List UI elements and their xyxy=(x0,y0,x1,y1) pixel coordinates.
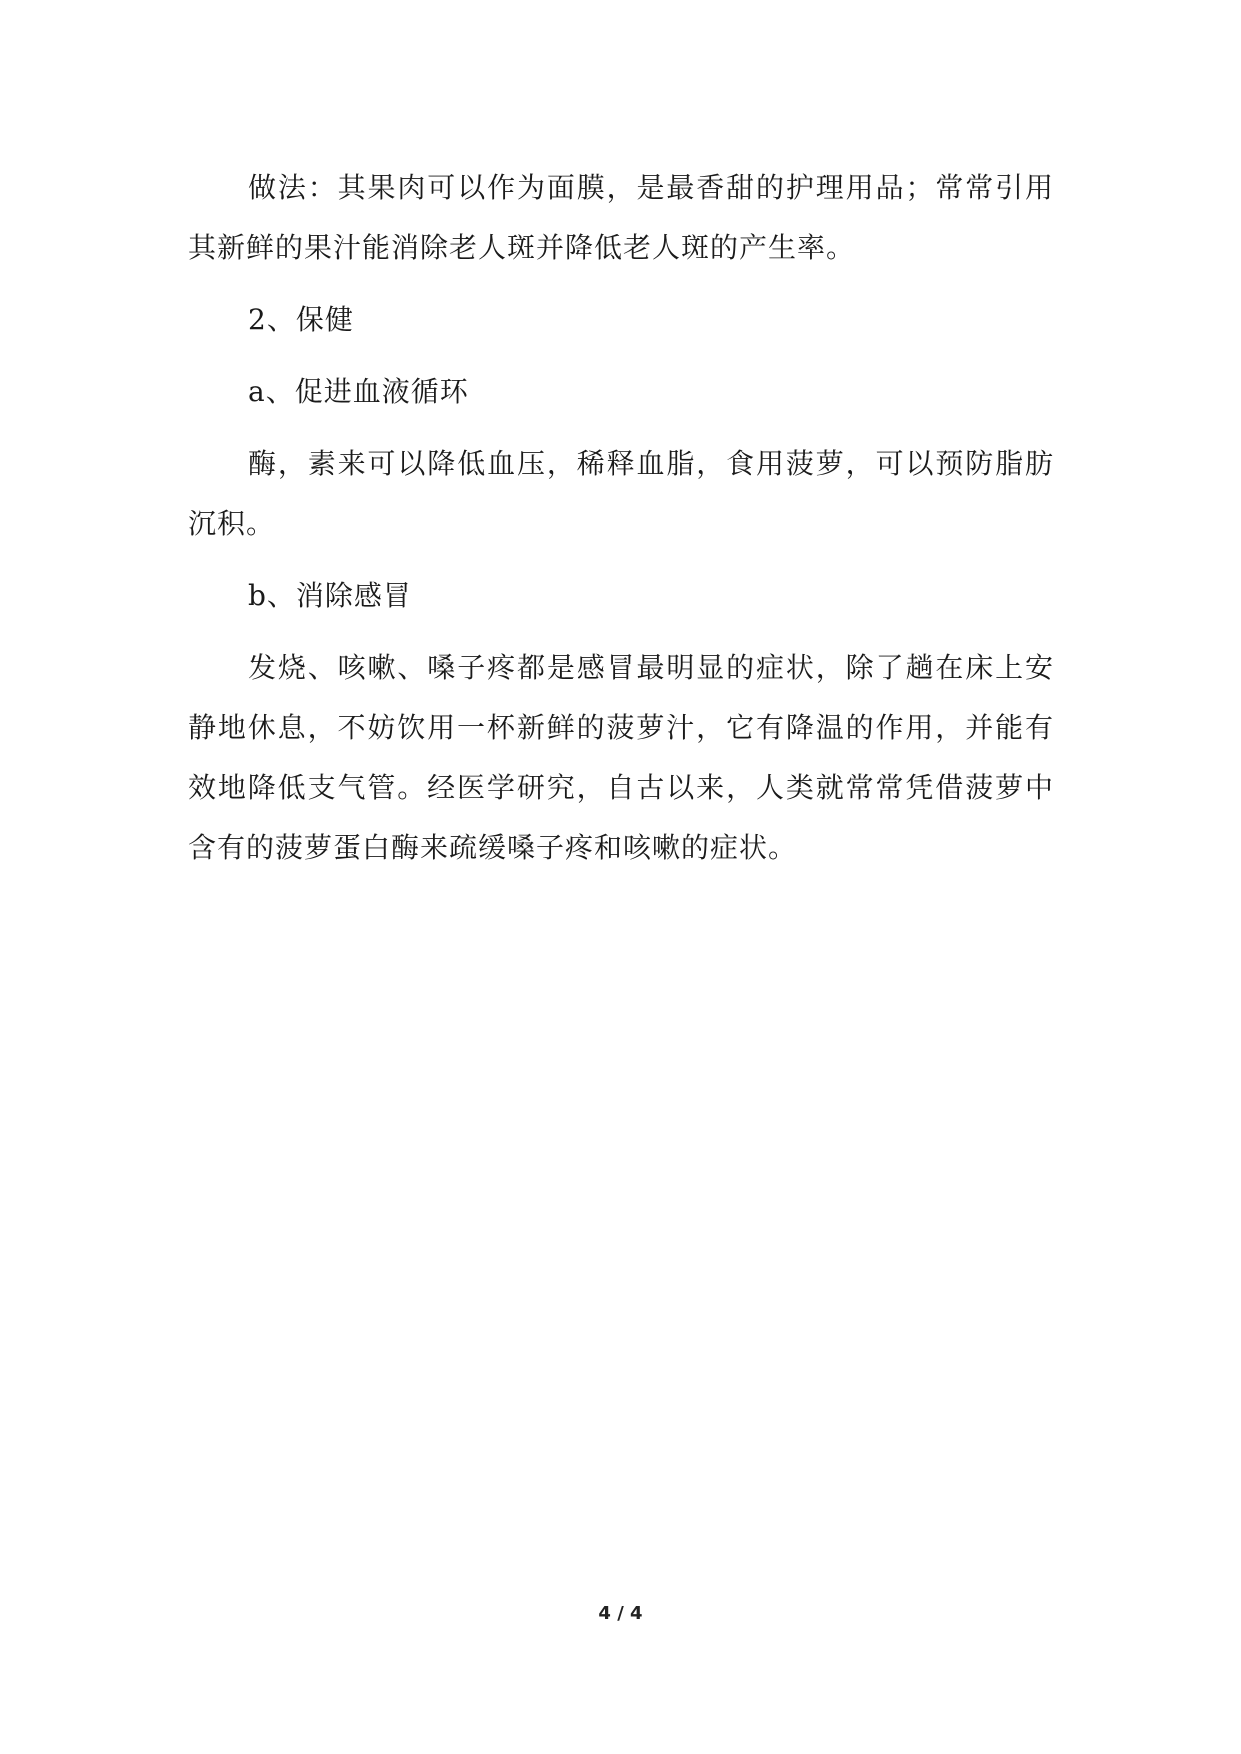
paragraph-method: 做法：其果肉可以作为面膜，是最香甜的护理用品；常常引用其新鲜的果汁能消除老人斑并降低老人斑的产生率。 xyxy=(188,171,1054,264)
paragraph-enzyme: 酶，素来可以降低血压，稀释血脂，食用菠萝，可以预防脂肪沉积。 xyxy=(188,447,1054,540)
subheading-blood-circulation: a、促进血液循环 xyxy=(248,375,469,408)
document-body xyxy=(188,158,1054,890)
heading-health: 2、保健 xyxy=(248,303,354,336)
page-number: 4 / 4 xyxy=(598,1603,643,1624)
paragraph-cold-symptoms: 发烧、咳嗽、嗓子疼都是感冒最明显的症状，除了趟在床上安静地休息，不妨饮用一杯新鲜的菠萝汁，它有降温的作用，并能有效地降低支气管。经医学研究，自古以来，人类就常常凭借菠萝中含有的菠萝蛋白酶来疏缓嗓子疼和咳嗽的症状。 xyxy=(188,651,1054,864)
subheading-cold-relief: b、消除感冒 xyxy=(248,579,412,612)
